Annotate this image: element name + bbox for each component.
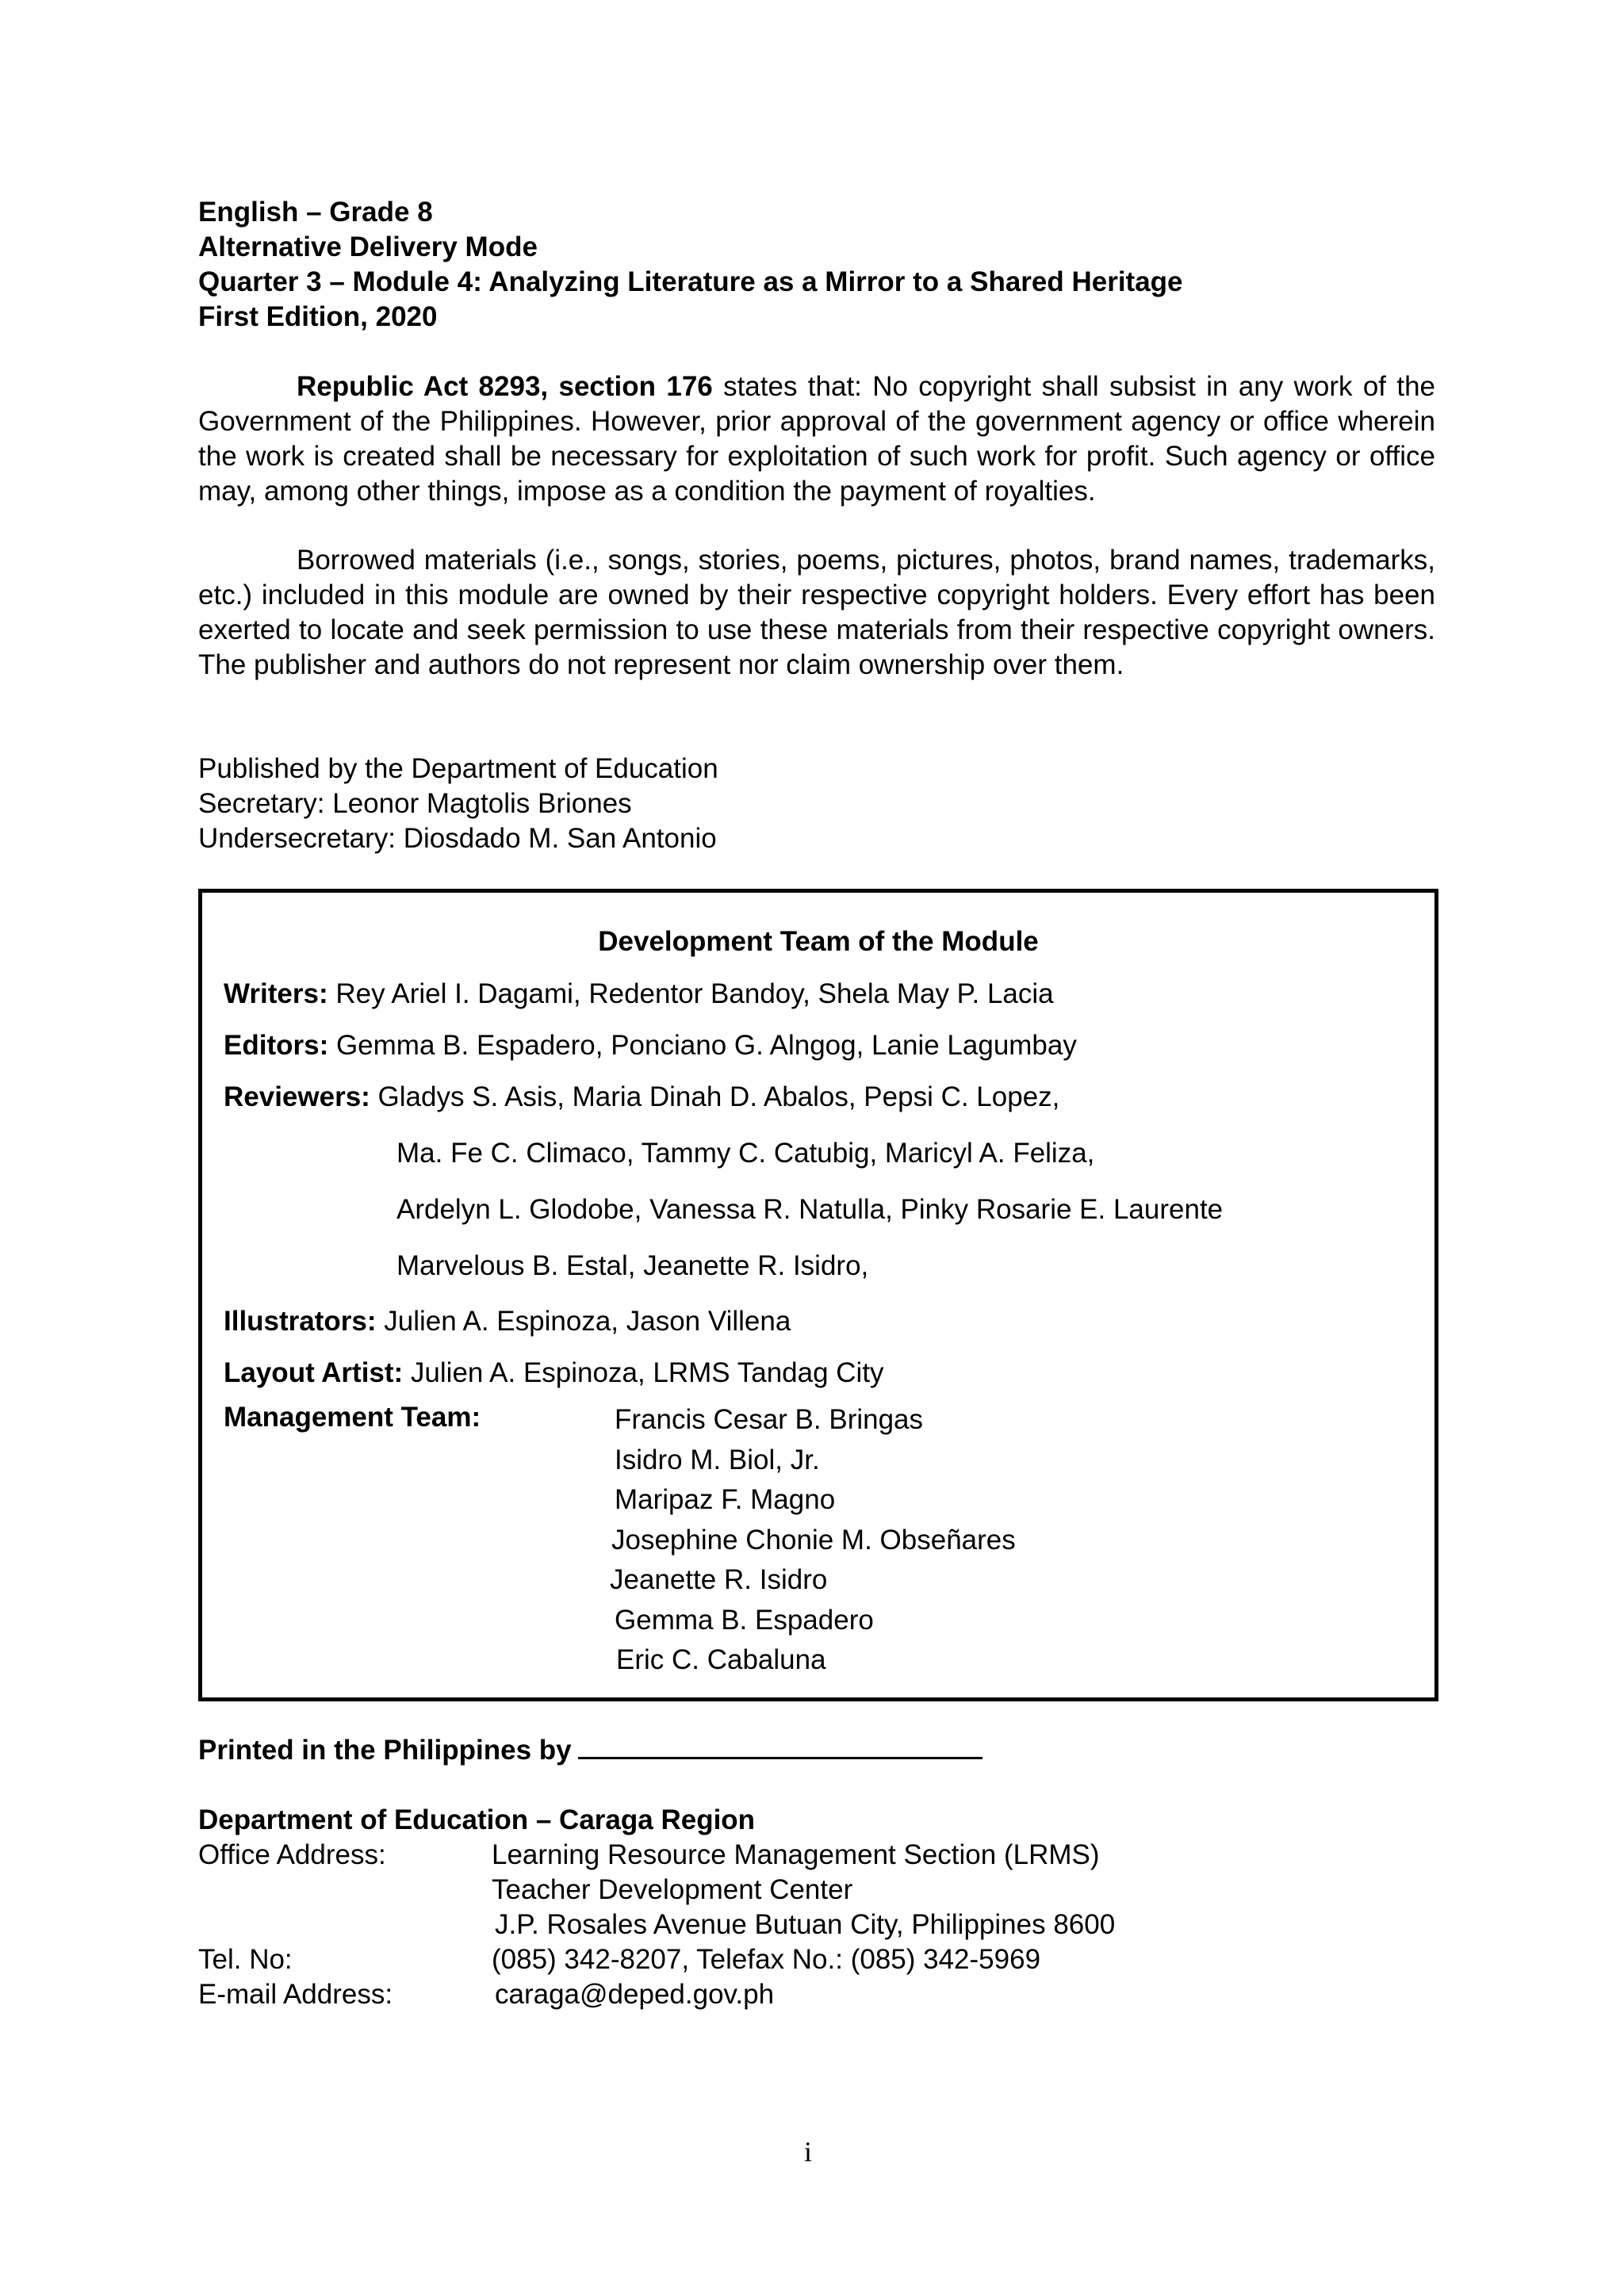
printed-label: Printed in the Philippines by <box>198 1735 572 1766</box>
reviewers-label: Reviewers: <box>224 1081 370 1112</box>
module-header <box>198 195 1183 335</box>
page-number: i <box>804 2136 813 2168</box>
management-member: Gemma B. Espadero <box>615 1604 874 1636</box>
team-title: Development Team of the Module <box>598 926 1039 957</box>
layout-label: Layout Artist: <box>224 1357 404 1388</box>
writers-row <box>224 977 1054 1012</box>
reviewers-continued: Marvelous B. Estal, Jeanette R. Isidro, <box>396 1250 869 1281</box>
editors-label: Editors: <box>224 1030 329 1061</box>
printed-line <box>198 1733 982 1768</box>
borrowed-text: Borrowed materials (i.e., songs, stories, poems, pictures, photos, brand names, trademarks, etc.) included in this module are owned by their respective copyright holders. Every effort has been exerted to locate and seek permission to use these materials from their respective copyright owners. The publisher and authors do not represent nor claim ownership over them. <box>198 545 1435 680</box>
document-page <box>198 0 1435 2296</box>
header-subject: English – Grade 8 <box>198 197 433 228</box>
management-member: Josephine Chonie M. Obseñares <box>611 1524 1016 1556</box>
management-member: Jeanette R. Isidro <box>610 1564 828 1595</box>
email-value: caraga@deped.gov.ph <box>495 1979 775 2010</box>
telephone-value: (085) 342-8207, Telefax No.: (085) 342-5969 <box>492 1944 1041 1975</box>
copyright-paragraph <box>198 369 1435 509</box>
illustrators-names: Julien A. Espinoza, Jason Villena <box>376 1306 791 1337</box>
header-mode: Alternative Delivery Mode <box>198 232 538 262</box>
email-label: E-mail Address: <box>198 1979 393 2010</box>
management-label: Management Team: <box>224 1402 481 1433</box>
email-row <box>198 1977 1115 2012</box>
telephone-label: Tel. No: <box>198 1944 293 1975</box>
published-by: Published by the Department of Education <box>198 753 718 784</box>
illustrators-row <box>224 1304 791 1339</box>
management-member: Maripaz F. Magno <box>615 1484 836 1515</box>
office-address-line: J.P. Rosales Avenue Butuan City, Philippines 8600 <box>495 1909 1116 1940</box>
management-list <box>610 1400 1016 1681</box>
management-member: Eric C. Cabaluna <box>616 1644 826 1675</box>
reviewers-continued: Ma. Fe C. Climaco, Tammy C. Catubig, Maricyl A. Feliza, <box>396 1138 1095 1169</box>
office-address-row <box>198 1908 1115 1942</box>
borrowed-materials-paragraph <box>198 543 1435 683</box>
telephone-row <box>198 1942 1115 1977</box>
office-address-line: Teacher Development Center <box>492 1874 853 1905</box>
header-module-title: Quarter 3 – Module 4: Analyzing Literature as a Mirror to a Shared Heritage <box>198 266 1183 297</box>
deped-title: Department of Education – Caraga Region <box>198 1804 756 1835</box>
deped-contact <box>198 1803 1115 2012</box>
writers-label: Writers: <box>224 978 328 1009</box>
writers-names: Rey Ariel I. Dagami, Redentor Bandoy, Shela May P. Lacia <box>327 978 1054 1009</box>
layout-names: Julien A. Espinoza, LRMS Tandag City <box>403 1357 884 1388</box>
development-team-box <box>198 889 1438 1701</box>
layout-artist-row <box>224 1356 884 1391</box>
illustrators-label: Illustrators: <box>224 1306 377 1337</box>
office-address-label: Office Address: <box>198 1839 386 1870</box>
header-edition: First Edition, 2020 <box>198 301 438 332</box>
reviewers-row <box>224 1080 1059 1115</box>
undersecretary: Undersecretary: Diosdado M. San Antonio <box>198 823 717 854</box>
office-address-row <box>198 1873 1115 1908</box>
office-address-row <box>198 1838 1115 1873</box>
ra-lead: Republic Act 8293, section 176 <box>297 371 713 402</box>
printer-blank <box>578 1733 982 1759</box>
editors-row <box>224 1028 1077 1063</box>
reviewers-continued: Ardelyn L. Glodobe, Vanessa R. Natulla, Pinky Rosarie E. Laurente <box>396 1194 1224 1225</box>
editors-names: Gemma B. Espadero, Ponciano G. Alngog, Lanie Lagumbay <box>328 1030 1077 1061</box>
reviewers-names: Gladys S. Asis, Maria Dinah D. Abalos, Pepsi C. Lopez, <box>370 1081 1060 1112</box>
management-member: Isidro M. Biol, Jr. <box>615 1444 820 1475</box>
secretary: Secretary: Leonor Magtolis Briones <box>198 788 632 819</box>
publisher-info <box>198 752 718 856</box>
office-address-line: Learning Resource Management Section (LRMS) <box>492 1839 1100 1870</box>
ra-text: states that: No copyright shall subsist in any work of the Government of the Philippines. However, prior approval of the government agency or office wherein the work is created shall be necessary for exploitation of such work for profit. Such agency or office may, among other things, impose as a condition the payment of royalties. <box>198 371 1435 507</box>
management-member: Francis Cesar B. Bringas <box>615 1404 924 1435</box>
